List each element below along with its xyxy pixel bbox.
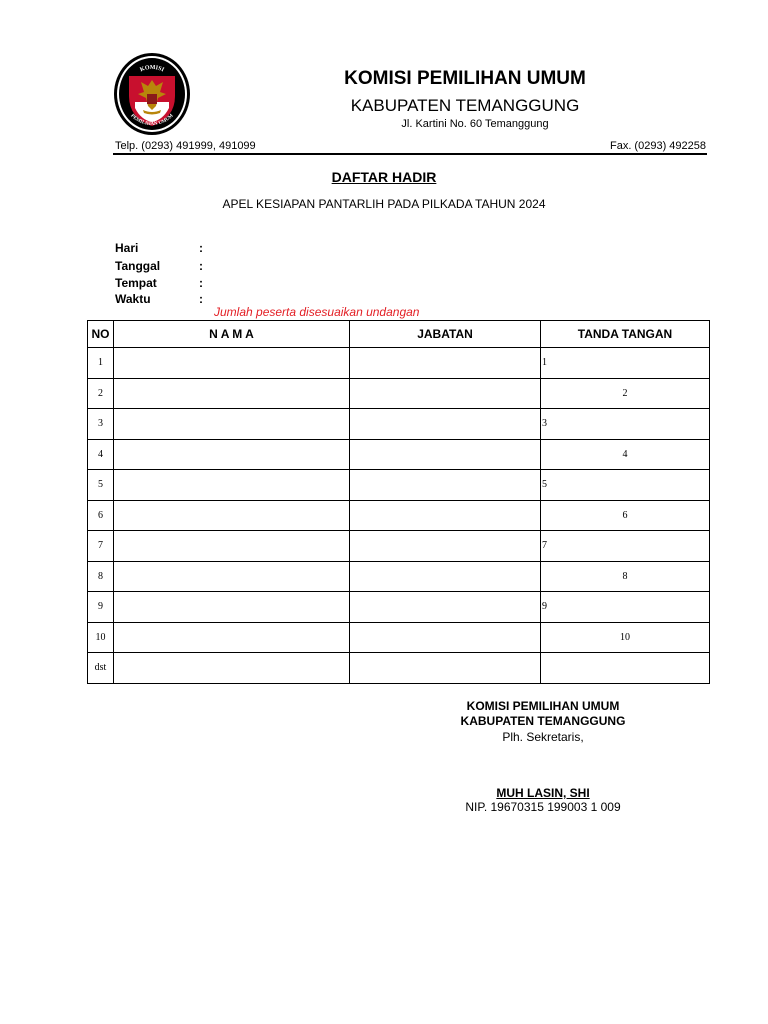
nama-cell[interactable] [114, 500, 350, 531]
signature-cell[interactable]: 4 [541, 439, 710, 470]
signature-cell[interactable]: 5 [541, 470, 710, 501]
table-row [88, 378, 710, 409]
jabatan-cell[interactable] [350, 500, 541, 531]
attendance-table [87, 320, 710, 684]
header-no: NO [88, 321, 114, 348]
signature-cell[interactable]: 10 [541, 622, 710, 653]
nama-cell[interactable] [114, 409, 350, 440]
signature-cell[interactable]: 8 [541, 561, 710, 592]
table-row [88, 409, 710, 440]
document-title: DAFTAR HADIR [331, 169, 437, 185]
jabatan-cell[interactable] [350, 622, 541, 653]
signatory-nip: NIP. 19670315 199003 1 009 [465, 800, 621, 814]
row-number: 4 [88, 439, 114, 470]
header-nama: N A M A [114, 321, 350, 348]
org-region: KABUPATEN TEMANGGUNG [350, 96, 580, 115]
table-row [88, 622, 710, 653]
sign-org-line1: KOMISI PEMILIHAN UMUM [466, 699, 620, 713]
participant-note: Jumlah peserta disesuaikan undangan [214, 305, 420, 319]
nama-cell[interactable] [114, 561, 350, 592]
row-number: dst [88, 653, 114, 684]
field-colon: : [199, 292, 203, 306]
field-label-tempat: Tempat [115, 276, 157, 290]
signature-cell[interactable]: 6 [541, 500, 710, 531]
field-label-waktu: Waktu [115, 292, 151, 306]
jabatan-cell[interactable] [350, 439, 541, 470]
field-label-tanggal: Tanggal [115, 259, 161, 273]
signature-cell[interactable]: 9 [541, 592, 710, 623]
jabatan-cell[interactable] [350, 531, 541, 562]
nama-cell[interactable] [114, 348, 350, 379]
row-number: 5 [88, 470, 114, 501]
row-number: 7 [88, 531, 114, 562]
nama-cell[interactable] [114, 439, 350, 470]
row-number: 1 [88, 348, 114, 379]
field-colon: : [199, 241, 203, 255]
jabatan-cell[interactable] [350, 592, 541, 623]
logo-text-bottom: PEMILIHAN UMUM [129, 113, 175, 128]
row-number: 10 [88, 622, 114, 653]
table-row [88, 531, 710, 562]
table-row [88, 592, 710, 623]
jabatan-cell[interactable] [350, 348, 541, 379]
table-row [88, 653, 710, 684]
nama-cell[interactable] [114, 531, 350, 562]
header-jabatan: JABATAN [350, 321, 541, 348]
field-colon: : [199, 276, 203, 290]
nama-cell[interactable] [114, 622, 350, 653]
signature-cell[interactable]: 2 [541, 378, 710, 409]
row-number: 6 [88, 500, 114, 531]
signatory-name: MUH LASIN, SHI [496, 786, 590, 800]
row-number: 9 [88, 592, 114, 623]
document-subtitle: APEL KESIAPAN PANTARLIH PADA PILKADA TAHUN 2024 [222, 197, 546, 211]
row-number: 3 [88, 409, 114, 440]
table-row [88, 500, 710, 531]
sign-position: Plh. Sekretaris, [502, 730, 584, 744]
header-tanda-tangan: TANDA TANGAN [541, 321, 710, 348]
org-name: KOMISI PEMILIHAN UMUM [344, 68, 586, 89]
row-number: 8 [88, 561, 114, 592]
signature-cell[interactable] [541, 653, 710, 684]
fax-number: Fax. (0293) 492258 [609, 140, 706, 152]
table-row [88, 470, 710, 501]
signature-cell[interactable]: 7 [541, 531, 710, 562]
jabatan-cell[interactable] [350, 409, 541, 440]
logo-text-top: KOMISI [139, 64, 165, 74]
nama-cell[interactable] [114, 592, 350, 623]
jabatan-cell[interactable] [350, 470, 541, 501]
table-row [88, 348, 710, 379]
nama-cell[interactable] [114, 653, 350, 684]
nama-cell[interactable] [114, 470, 350, 501]
field-colon: : [199, 259, 203, 273]
table-header-row [88, 321, 710, 348]
signature-cell[interactable]: 3 [541, 409, 710, 440]
jabatan-cell[interactable] [350, 378, 541, 409]
field-label-hari: Hari [115, 241, 139, 255]
row-number: 2 [88, 378, 114, 409]
nama-cell[interactable] [114, 378, 350, 409]
phone-number: Telp. (0293) 491999, 491099 [115, 140, 256, 152]
org-address: Jl. Kartini No. 60 Temanggung [401, 118, 549, 130]
header-divider [113, 153, 707, 155]
jabatan-cell[interactable] [350, 561, 541, 592]
table-row [88, 439, 710, 470]
signature-cell[interactable]: 1 [541, 348, 710, 379]
kpu-logo [113, 52, 191, 136]
sign-org-line2: KABUPATEN TEMANGGUNG [460, 714, 626, 728]
jabatan-cell[interactable] [350, 653, 541, 684]
table-row [88, 561, 710, 592]
